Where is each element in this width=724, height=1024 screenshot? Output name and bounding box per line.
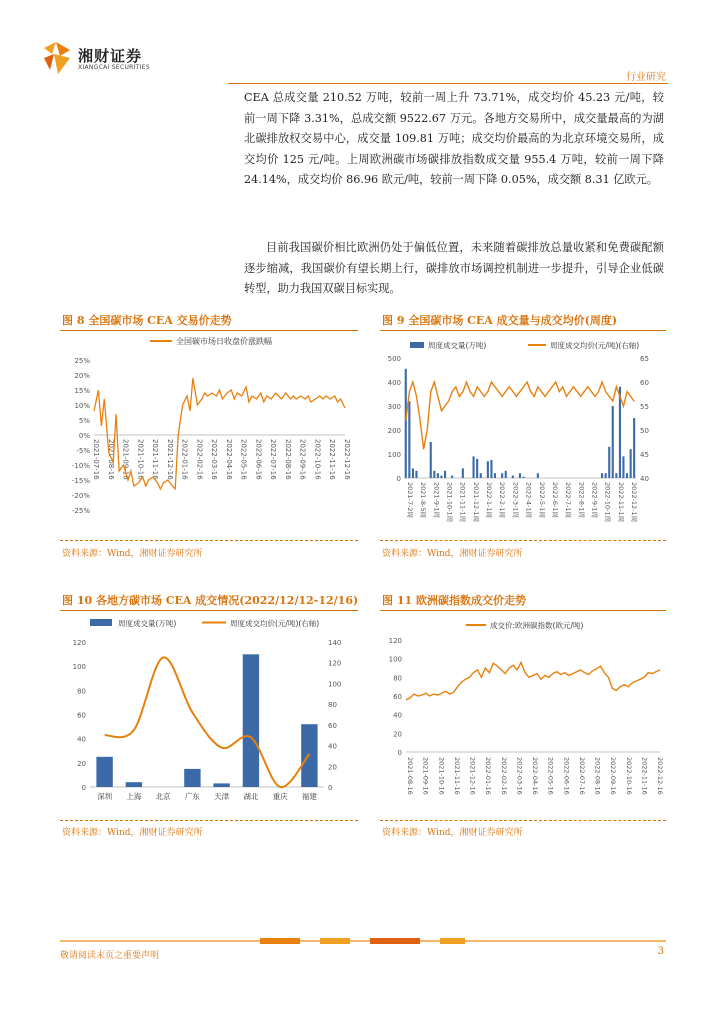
- x-tick-label: 2022-10-16: [624, 757, 633, 795]
- volume-bar: [433, 471, 435, 478]
- volume-bar: [490, 460, 492, 478]
- body-paragraph-1: CEA 总成交量 210.52 万吨，较前一周上升 73.71%，成交均价 45.23 元/吨，较前一周下降 3.31%，总成交额 9522.67 万元。各地方交易所中，成交量最高的为湖北碳排放权交易中心，成交量 109.81 万吨；成交均价最高的为北京环境交易所，成交均价 125 元/吨。上周欧洲碳市场碳排放指数成交量 955.4 万吨，较前一周下降 24.14%，成交均价 86.96 欧元/吨，较前一周下降 0.05%，成交额 8.31 亿欧元。: [244, 91, 664, 186]
- x-tick-label: 2022-2-1周: [498, 482, 507, 519]
- volume-bar: [519, 473, 521, 478]
- y-tick-label: 20%: [74, 372, 90, 380]
- y-tick-label: 40: [393, 711, 402, 720]
- volume-bar: [501, 473, 503, 478]
- y-right-tick-label: 65: [640, 355, 649, 363]
- x-tick-label: 2022-08-16: [283, 439, 292, 480]
- category-label: 福建: [301, 792, 317, 801]
- y-left-tick-label: 40: [77, 735, 86, 744]
- x-tick-label: 2021-8-5周: [419, 482, 428, 519]
- y-right-tick-label: 55: [640, 403, 649, 411]
- figure-10-title: 图 10 各地方碳市场 CEA 成交情况(2022/12/12-12/16): [62, 594, 359, 607]
- x-tick-label: 2022-01-16: [484, 757, 493, 795]
- x-tick-label: 2022-01-16: [180, 439, 189, 480]
- figure-11-top-rule: [380, 610, 666, 611]
- x-tick-label: 2022-10-1周: [603, 482, 612, 523]
- volume-bar: [126, 782, 142, 787]
- legend-line-label: 周度成交均价(元/吨)(右轴): [550, 341, 640, 350]
- body-paragraph-2: 目前我国碳价相比欧洲仍处于偏低位置，未来随着碳排放总量收紧和免费碳配额逐步缩减，我国碳价有望长期上行，碳排放市场调控机制进一步提升，引导企业低碳转型，助力我国双碳目标实现。: [244, 241, 664, 295]
- x-tick-label: 2022-07-16: [577, 757, 586, 795]
- volume-bar: [626, 473, 628, 478]
- y-right-tick-label: 40: [640, 475, 649, 483]
- volume-bar: [505, 471, 507, 478]
- y-right-tick-label: 45: [640, 451, 649, 459]
- x-tick-label: 2022-07-16: [269, 439, 278, 480]
- x-tick-label: 2022-1-1周: [485, 482, 494, 519]
- x-tick-label: 2021-08-16: [106, 439, 115, 480]
- volume-bar: [213, 783, 229, 787]
- y-left-tick-label: 100: [72, 663, 86, 672]
- legend-bar-label: 周度成交量(万吨): [428, 341, 487, 350]
- figure-10-top-rule: [60, 610, 358, 611]
- y-tick-label: -25%: [71, 507, 90, 515]
- x-tick-label: 2021-9-1周: [432, 482, 441, 519]
- category-label: 天津: [214, 792, 230, 801]
- x-tick-label: 2021-7-2周: [406, 482, 414, 519]
- x-tick-label: 2021-09-16: [421, 757, 430, 795]
- document-type-label: 行业研究: [626, 72, 666, 83]
- y-tick-label: -10%: [71, 462, 90, 470]
- y-left-tick-label: 500: [387, 355, 401, 363]
- figure-9-chart: [380, 332, 666, 537]
- figure-8-top-rule: [60, 330, 358, 331]
- x-tick-label: 2022-10-16: [313, 439, 322, 480]
- volume-bar: [523, 477, 525, 478]
- header-divider: [228, 83, 668, 84]
- y-left-tick-label: 100: [387, 451, 401, 459]
- x-tick-label: 2022-06-16: [254, 439, 263, 480]
- x-tick-label: 2022-02-16: [499, 757, 508, 795]
- page-number: 3: [657, 946, 664, 957]
- x-tick-label: 2022-6-1周: [550, 482, 559, 519]
- volume-bar: [451, 476, 453, 478]
- company-logo-icon: [40, 40, 74, 76]
- y-tick-label: 80: [393, 674, 402, 683]
- y-tick-label: 20: [393, 730, 402, 739]
- x-tick-label: 2021-11-16: [452, 757, 461, 795]
- volume-bar: [476, 459, 478, 478]
- x-tick-label: 2022-04-16: [224, 439, 233, 480]
- figure-9-bottom-rule: [380, 540, 666, 541]
- volume-bar: [622, 456, 624, 478]
- volume-bar: [601, 473, 603, 478]
- legend-bar-swatch: [410, 342, 424, 348]
- footer-disclaimer: 敬请阅读末页之重要声明: [60, 951, 160, 961]
- figure-9-source: 资料来源：Wind，湘财证券研究所: [382, 549, 523, 559]
- x-tick-label: 2022-7-1周: [564, 482, 573, 519]
- y-tick-label: -15%: [71, 477, 90, 485]
- x-tick-label: 2022-11-1周: [616, 482, 625, 523]
- volume-bar: [615, 473, 617, 478]
- y-right-tick-label: 40: [328, 742, 337, 751]
- volume-bar: [408, 401, 410, 478]
- volume-bar: [430, 442, 432, 478]
- y-tick-label: 120: [388, 637, 402, 645]
- y-right-tick-label: 60: [640, 379, 649, 387]
- x-tick-label: 2022-9-1周: [590, 482, 599, 519]
- volume-bar: [608, 447, 610, 478]
- x-tick-label: 2021-10-16: [136, 439, 145, 480]
- x-tick-label: 2021-07-16: [92, 439, 100, 480]
- y-right-tick-label: 60: [328, 721, 337, 730]
- figure-9-title: 图 9 全国碳市场 CEA 成交量与成交均价(周度): [382, 314, 618, 327]
- x-tick-label: 2022-11-16: [640, 757, 649, 795]
- category-label: 湖北: [243, 792, 259, 801]
- volume-bar: [405, 369, 407, 478]
- price-line: [105, 657, 310, 787]
- footer-stripe: [60, 938, 666, 944]
- category-label: 广东: [184, 792, 200, 801]
- y-tick-label: 60: [393, 693, 402, 701]
- figure-9-top-rule: [380, 330, 666, 331]
- x-tick-label: 2022-4-1周: [524, 482, 533, 519]
- x-tick-label: 2022-08-16: [593, 757, 602, 795]
- x-tick-label: 2022-12-1周: [630, 482, 638, 523]
- legend-bar-label: 周度成交量(万吨): [118, 619, 177, 628]
- x-tick-label: 2022-04-16: [531, 757, 539, 795]
- category-label: 北京: [155, 792, 171, 801]
- y-tick-label: 15%: [74, 387, 90, 395]
- y-tick-label: -20%: [71, 492, 90, 500]
- y-left-tick-label: 0: [81, 784, 86, 792]
- y-right-tick-label: 120: [328, 659, 342, 668]
- figure-11-title: 图 11 欧洲碳指数成交价走势: [382, 594, 526, 607]
- y-tick-label: 10%: [74, 402, 90, 410]
- x-tick-label: 2021-10-16: [437, 757, 446, 795]
- legend-label: 全国碳市场日收盘价涨跌幅: [176, 337, 272, 346]
- x-tick-label: 2022-05-16: [546, 757, 555, 795]
- x-tick-label: 2022-8-1周: [577, 482, 586, 519]
- figure-10-source: 资料来源：Wind，湘财证券研究所: [62, 828, 203, 838]
- x-tick-label: 2022-03-16: [210, 439, 219, 480]
- category-label: 上海: [126, 792, 142, 801]
- y-left-tick-label: 400: [387, 379, 401, 387]
- figure-8-bottom-rule: [60, 540, 358, 541]
- volume-bar: [633, 418, 635, 478]
- x-tick-label: 2021-12-16: [468, 757, 477, 795]
- x-tick-label: 2022-02-16: [195, 439, 204, 480]
- volume-bar: [243, 654, 259, 787]
- y-tick-label: 5%: [78, 417, 90, 425]
- x-tick-label: 2022-3-1周: [511, 482, 520, 519]
- volume-bar: [462, 468, 464, 478]
- logo-chinese-name: 湘财证券: [78, 47, 143, 65]
- x-tick-label: 2022-12-16: [656, 757, 664, 795]
- y-right-tick-label: 140: [328, 639, 342, 647]
- figure-11-source: 资料来源：Wind，湘财证券研究所: [382, 828, 523, 838]
- y-left-tick-label: 300: [387, 403, 401, 411]
- legend-label: 成交价:欧洲碳指数(欧元/吨): [490, 621, 584, 630]
- figure-8-source: 资料来源：Wind，湘财证券研究所: [62, 549, 203, 559]
- x-tick-label: 2021-11-16: [151, 439, 160, 480]
- volume-bar: [612, 406, 614, 478]
- x-tick-label: 2022-05-16: [239, 439, 248, 480]
- volume-bar: [301, 724, 317, 787]
- y-left-tick-label: 120: [72, 639, 86, 647]
- y-left-tick-label: 20: [77, 759, 86, 768]
- logo-english-name: XIANGCAI SECURITIES: [78, 64, 150, 71]
- y-tick-label: -5%: [76, 447, 90, 455]
- volume-bar: [437, 473, 439, 478]
- x-tick-label: 2021-10-1周: [445, 482, 454, 523]
- y-tick-label: 0: [397, 749, 402, 757]
- volume-bar: [444, 471, 446, 478]
- volume-bar: [440, 476, 442, 478]
- y-right-tick-label: 0: [328, 784, 333, 792]
- y-tick-label: 0%: [78, 432, 90, 440]
- y-left-tick-label: 80: [77, 687, 86, 696]
- x-tick-label: 2022-06-16: [562, 757, 571, 795]
- y-tick-label: 100: [388, 655, 402, 664]
- y-tick-label: 25%: [74, 357, 90, 365]
- volume-bar: [537, 473, 539, 478]
- figure-10-chart: [60, 612, 358, 817]
- x-tick-label: 2021-09-16: [121, 439, 130, 480]
- series-line: [406, 662, 660, 699]
- x-tick-label: 2022-03-16: [515, 757, 524, 795]
- x-tick-label: 2021-12-16: [165, 439, 174, 480]
- figure-11-chart: [380, 612, 666, 817]
- figure-10-bottom-rule: [60, 820, 358, 821]
- y-right-tick-label: 80: [328, 701, 337, 710]
- y-left-tick-label: 0: [396, 475, 401, 483]
- figure-11-bottom-rule: [380, 820, 666, 821]
- x-tick-label: 2021-11-1周: [458, 482, 467, 523]
- volume-bar: [473, 456, 475, 478]
- x-tick-label: 2022-12-16: [343, 439, 351, 480]
- volume-bar: [512, 476, 514, 478]
- y-left-tick-label: 60: [77, 711, 86, 720]
- y-right-tick-label: 50: [640, 427, 649, 435]
- figure-8-title: 图 8 全国碳市场 CEA 交易价走势: [62, 314, 232, 327]
- volume-bar: [415, 471, 417, 478]
- x-tick-label: 2022-09-16: [609, 757, 618, 795]
- figure-8-chart: [60, 332, 358, 537]
- volume-bar: [184, 769, 200, 787]
- volume-bar: [412, 468, 414, 478]
- y-right-tick-label: 20: [328, 763, 337, 772]
- volume-bar: [605, 473, 607, 478]
- x-tick-label: 2022-11-16: [328, 439, 337, 480]
- y-right-tick-label: 100: [328, 680, 342, 689]
- category-label: 深圳: [97, 792, 113, 801]
- x-tick-label: 2021-08-16: [406, 757, 414, 795]
- x-tick-label: 2021-12-1周: [471, 482, 480, 523]
- volume-bar: [487, 461, 489, 478]
- volume-bar: [96, 757, 112, 787]
- category-label: 重庆: [272, 792, 288, 801]
- legend-line-label: 周度成交均价(元/吨)(右轴): [230, 619, 320, 628]
- volume-bar: [494, 473, 496, 478]
- legend-bar-swatch: [90, 619, 112, 626]
- y-left-tick-label: 200: [387, 427, 401, 435]
- x-tick-label: 2022-5-1周: [537, 482, 546, 519]
- price-line: [406, 382, 634, 449]
- volume-bar: [630, 449, 632, 478]
- x-tick-label: 2022-09-16: [298, 439, 307, 480]
- volume-bar: [480, 473, 482, 478]
